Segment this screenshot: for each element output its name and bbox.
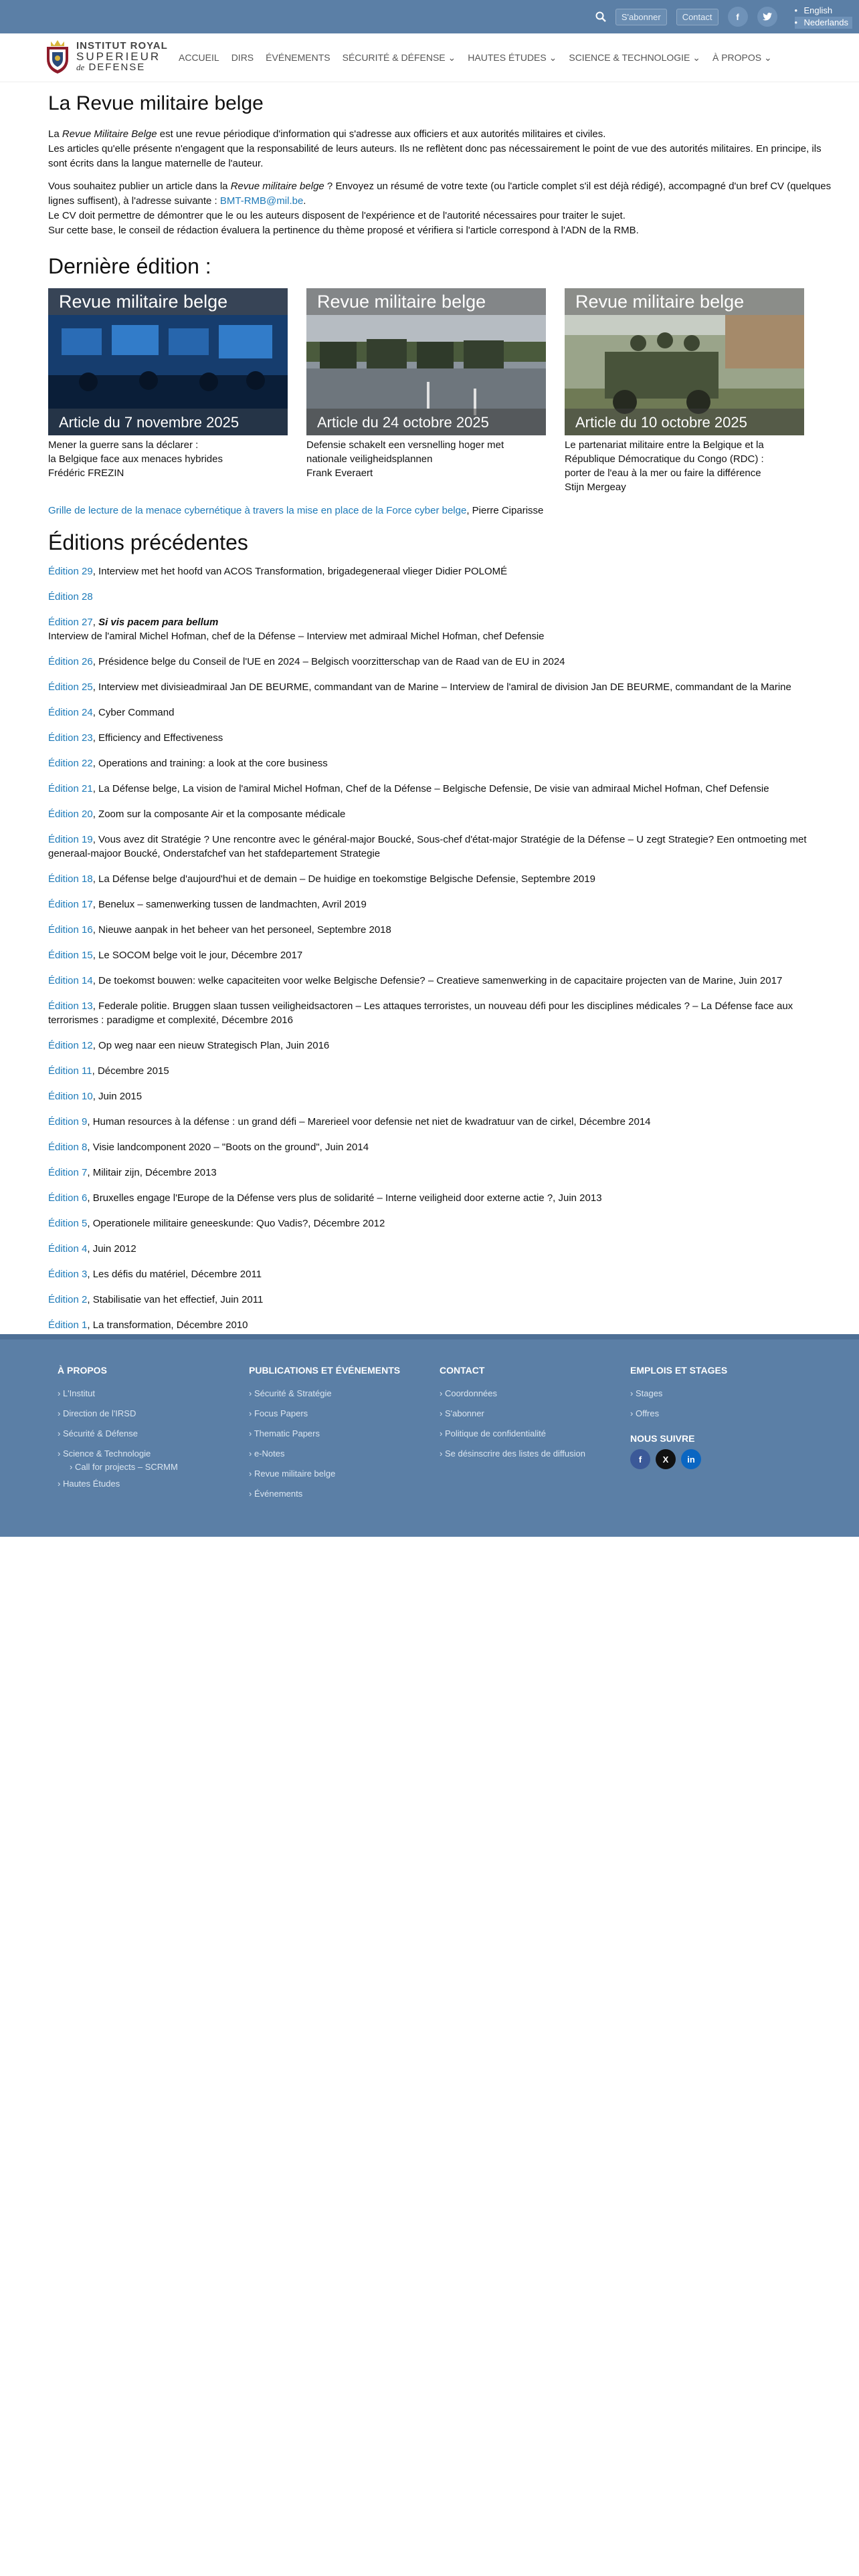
article-caption [565,438,804,494]
caption-line: Defensie schakelt een versnelling hoger met [306,439,504,451]
edition-item [48,807,838,821]
footer-link[interactable]: › Politique de confidentialité [440,1424,585,1444]
edition-link[interactable]: Édition 15 [48,950,93,961]
edition-item [48,1115,838,1129]
edition-item [48,731,838,745]
edition-description: , Cyber Command [92,707,175,718]
edition-subtitle: Interview de l'amiral Michel Hofman, chef de la Défense – Interview met admiraal Michel Hofman, chef Defensie [48,631,545,642]
intro3-em: Revue militaire belge [230,181,324,192]
edition-description: , La transformation, Décembre 2010 [87,1319,248,1331]
nav-hautes-etudes[interactable]: HAUTES ÉTUDES ⌄ [468,52,557,63]
edition-link[interactable]: Édition 13 [48,1000,93,1012]
edition-item [48,680,838,694]
nav-securite-defense[interactable]: SÉCURITÉ & DÉFENSE ⌄ [342,52,456,63]
edition-item [48,655,838,669]
footer-col-contact [440,1365,585,1464]
intro-paragraph-3 [48,179,838,209]
edition-link[interactable]: Édition 17 [48,899,93,910]
article-caption [306,438,546,480]
edition-description: , [92,617,99,628]
footer-link[interactable]: › Hautes Études [58,1474,178,1494]
intro1-pre: La [48,128,62,140]
edition-description: , La Défense belge, La vision de l'amiral Michel Hofman, Chef de la Défense – Belgische Defensie, De visie van admiraal Michel Hofman, Chef Defensie [92,783,769,794]
site-logo[interactable] [43,39,168,75]
article-image[interactable] [48,288,288,435]
article-caption [48,438,288,480]
caption-line: République Démocratique du Congo (RDC) : [565,453,764,465]
caption-line: nationale veiligheidsplannen [306,453,433,465]
edition-item [48,1267,838,1281]
logo-line1: INSTITUT ROYAL [76,40,168,51]
edition-item [48,1318,838,1332]
caption-author: Stijn Mergeay [565,481,626,493]
edition-description: , Juin 2012 [87,1243,136,1255]
latest-edition-heading: Dernière édition : [48,254,211,278]
nav-science-technologie[interactable]: SCIENCE & TECHNOLOGIE ⌄ [569,52,700,63]
facebook-icon[interactable]: f [630,1449,650,1469]
edition-link[interactable]: Édition 12 [48,1040,93,1051]
edition-link[interactable]: Édition 1 [48,1319,88,1331]
footer-link[interactable]: › Événements [249,1484,400,1504]
edition-description: , Militair zijn, Décembre 2013 [87,1167,217,1178]
nav-accueil[interactable]: ACCUEIL [179,52,219,63]
footer-col-publications [249,1365,400,1504]
footer-heading-publications: PUBLICATIONS ET ÉVÉNEMENTS [249,1365,401,1376]
contact-link[interactable]: Contact [676,9,719,25]
x-icon[interactable]: X [656,1449,676,1469]
facebook-icon[interactable]: f [728,7,748,27]
subscribe-link[interactable]: S'abonner [615,9,667,25]
article-image[interactable] [565,288,804,435]
footer-link[interactable]: › Sécurité & Stratégie [249,1384,400,1404]
card-date: Article du 10 octobre 2025 [565,409,804,435]
edition-item [48,974,838,988]
edition-link[interactable]: Édition 3 [48,1269,88,1280]
logo-line2: SUPERIEUR [76,50,161,63]
edition-item [48,564,838,578]
edition-item [48,590,838,604]
card-date: Article du 7 novembre 2025 [48,409,288,435]
intro-paragraph-5: Sur cette base, le conseil de rédaction évaluera la pertinence du thème proposé et vérifiera si l'article correspond à l'ADN de la RMB. [48,225,639,236]
footer-follow-heading: NOUS SUIVRE [630,1433,695,1444]
edition-item [48,872,838,886]
footer-link[interactable]: › Direction de l'IRSD [58,1404,178,1424]
footer-heading-about: À PROPOS [58,1365,107,1376]
edition-item [48,833,838,861]
footer-link[interactable]: › Sécurité & Défense [58,1424,178,1444]
caption-line: la Belgique face aux menaces hybrides [48,453,223,465]
language-switcher [795,5,853,29]
article-card[interactable] [565,288,804,494]
page-title: La Revue militaire belge [48,92,264,114]
intro3-pre: Vous souhaitez publier un article dans la [48,181,231,192]
footer-heading-contact: CONTACT [440,1365,485,1376]
email-link[interactable]: BMT-RMB@mil.be [219,195,304,207]
edition-description: , Le SOCOM belge voit le jour, Décembre 2017 [92,950,303,961]
edition-link[interactable]: Édition 6 [48,1192,88,1204]
edition-link[interactable]: Édition 27 [48,617,93,628]
edition-item [48,1293,838,1307]
edition-link[interactable]: Édition 26 [48,656,93,667]
editions-list [48,564,838,1332]
edition-item [48,1242,838,1256]
logo-line3b: DEFENSE [88,62,146,73]
edition-description: , Nieuwe aanpak in het beheer van het personeel, Septembre 2018 [92,924,391,936]
edition-item [48,1064,838,1078]
edition-description: , Visie landcomponent 2020 – "Boots on the ground", Juin 2014 [87,1142,369,1153]
edition-description: , Interview met het hoofd van ACOS Transformation, brigadegeneraal vlieger Didier POLOMÉ [92,566,508,577]
edition-link[interactable]: Édition 24 [48,707,93,718]
top-bar [0,0,859,33]
intro3-post: ? Envoyez un résumé de votre texte (ou l'article complet s'il est déjà rédigé), accompagné d'un bref CV (quelques lignes suffisent), à l'adresse suivante : [48,181,832,207]
intro1-post: est une revue périodique d'information qui s'adresse aux officiers et aux autorités militaires et civiles. [157,128,606,140]
edition-link[interactable]: Édition 10 [48,1091,93,1102]
article-card[interactable] [306,288,546,494]
edition-link[interactable]: Édition 16 [48,924,93,936]
edition-item [48,756,838,770]
footer-link[interactable]: › Revue militaire belge [249,1464,400,1484]
latest-edition-cards [48,288,838,494]
edition-description: , Interview met divisieadmiraal Jan DE BEURME, commandant van de Marine – Interview de l'amiral de division Jan DE BEURME, commandant de la Marine [92,681,791,693]
intro3-end: . [303,195,306,207]
twitter-icon[interactable] [757,7,777,27]
edition-description: , Vous avez dit Stratégie ? Une rencontre avec le général-major Boucké, Sous-chef d'état-major Stratégie de la Défense – U zegt Strategie? Een ontmoeting met generaal-majoor Boucké, Onderstafchef van het stafdepartement Strategie [48,834,807,859]
edition-link[interactable]: Édition 5 [48,1218,88,1229]
caption-author: Frank Everaert [306,467,373,479]
edition-link[interactable]: Édition 7 [48,1167,88,1178]
edition-description: , Présidence belge du Conseil de l'UE en 2024 – Belgisch voorzitterschap van de Raad van de EU in 2024 [92,656,565,667]
footer-link[interactable]: › L'Institut [58,1384,178,1404]
footer-link[interactable]: › Stages [630,1384,727,1404]
edition-link[interactable]: Édition 14 [48,975,93,986]
intro-text [48,127,838,238]
search-icon[interactable] [595,11,606,22]
main-navigation [0,33,859,82]
logo-text [76,41,168,73]
previous-editions-heading: Éditions précédentes [48,530,248,554]
edition-link[interactable]: Édition 2 [48,1294,88,1305]
edition-item [48,1140,838,1154]
edition-link[interactable]: Édition 28 [48,591,93,603]
footer-col-about [58,1365,178,1494]
edition-link[interactable]: Édition 11 [48,1065,92,1077]
edition-item [48,1089,838,1103]
caption-author: Frédéric FREZIN [48,467,124,479]
edition-description: , De toekomst bouwen: welke capaciteiten voor welke Belgische Defensie? – Creatieve samenwerking in de capacitaire projecten van de Marine, Juin 2017 [92,975,783,986]
footer-link[interactable]: › Coordonnées [440,1384,585,1404]
nav-a-propos[interactable]: À PROPOS ⌄ [712,52,772,63]
intro-paragraph-2: Les articles qu'elle présente n'engagent que la responsabilité de leurs auteurs. Ils ne reflètent donc pas nécessairement le point de vue des autorités militaires. En principe, ils sont écrits dans la langue maternelle de l'auteur. [48,143,822,169]
footer-link[interactable]: › Se désinscrire des listes de diffusion [440,1444,585,1464]
card-brand: Revue militaire belge [565,288,804,315]
caption-line: Le partenariat militaire entre la Belgique et la [565,439,764,451]
edition-description: , Op weg naar een nieuw Strategisch Plan, Juin 2016 [92,1040,330,1051]
logo-line3a: de [76,62,85,72]
footer-sublink[interactable]: › Call for projects – SCRMM [58,1461,178,1474]
edition-description: , Juin 2015 [92,1091,142,1102]
edition-link[interactable]: Édition 9 [48,1116,88,1128]
card-brand: Revue militaire belge [306,288,546,315]
edition-link[interactable]: Édition 18 [48,873,93,885]
lang-english[interactable]: • English [795,5,853,17]
cyber-grid-author: , Pierre Ciparisse [466,505,544,516]
edition-description: , Operationele militaire geneeskunde: Quo Vadis?, Décembre 2012 [87,1218,385,1229]
edition-description: , La Défense belge d'aujourd'hui et de demain – De huidige en toekomstige Belgische Defensie, Septembre 2019 [92,873,595,885]
cyber-grid-link[interactable]: Grille de lecture de la menace cybernétique à travers la mise en place de la Force cyber belge [48,505,467,516]
footer-link[interactable]: › Thematic Papers [249,1424,400,1444]
edition-description: , Human resources à la défense : un grand défi – Marerieel voor defensie net niet de kwadratuur van de cirkel, Décembre 2014 [87,1116,651,1128]
logo-line3 [76,62,168,73]
edition-item [48,782,838,796]
footer-link[interactable]: › S'abonner [440,1404,585,1424]
article-image[interactable] [306,288,546,435]
edition-link[interactable]: Édition 21 [48,783,93,794]
edition-item [48,948,838,962]
edition-link[interactable]: Édition 25 [48,681,93,693]
footer-link[interactable]: › e-Notes [249,1444,400,1464]
footer-heading-jobs: EMPLOIS ET STAGES [630,1365,728,1376]
edition-description: , Operations and training: a look at the core business [92,758,328,769]
edition-description: , Zoom sur la composante Air et la composante médicale [92,809,346,820]
article-card[interactable] [48,288,288,494]
intro-paragraph-1 [48,127,838,142]
footer-col-jobs [630,1365,727,1469]
footer [0,1334,859,1537]
main-content [48,92,838,1344]
intro-paragraph-4: Le CV doit permettre de démontrer que le ou les auteurs disposent de l'expérience et de l'autorité nécessaires pour traiter le sujet. [48,210,626,221]
edition-link[interactable]: Édition 23 [48,732,93,744]
edition-item [48,1216,838,1230]
edition-item [48,923,838,937]
nav-dirs[interactable]: DIRS [231,52,254,63]
caption-line: Mener la guerre sans la déclarer : [48,439,199,451]
edition-link[interactable]: Édition 8 [48,1142,88,1153]
edition-description: , Efficiency and Effectiveness [92,732,223,744]
edition-title-emphasis: Si vis pacem para bellum [98,617,219,628]
caption-line: porter de l'eau à la mer ou faire la différence [565,467,761,479]
edition-description: , Stabilisatie van het effectief, Juin 2011 [87,1294,264,1305]
edition-description: , Les défis du matériel, Décembre 2011 [87,1269,262,1280]
footer-link[interactable]: › Science & Technologie [58,1447,178,1461]
footer-social [630,1449,727,1469]
edition-description: , Bruxelles engage l'Europe de la Défense vers plus de solidarité – Interne veiligheid door externe actie ?, Juin 2013 [87,1192,602,1204]
menu-bar [173,48,778,68]
footer-link[interactable]: › Focus Papers [249,1404,400,1424]
edition-description: , Federale politie. Bruggen slaan tussen veiligheidsactoren – Les attaques terroristes, un nouveau défi pour les disciplines médicales ? – La Défense face aux terrorismes : paradigme et complexité, Décembre 2016 [48,1000,793,1026]
edition-item [48,615,838,643]
linkedin-icon[interactable]: in [681,1449,701,1469]
edition-item [48,1039,838,1053]
edition-item [48,1166,838,1180]
top-bar-actions [595,0,852,33]
edition-item [48,1191,838,1205]
edition-link[interactable]: Édition 22 [48,758,93,769]
edition-item [48,706,838,720]
footer-link[interactable]: › Offres [630,1404,727,1424]
lang-nederlands[interactable]: • Nederlands [795,17,853,29]
edition-link[interactable]: Édition 19 [48,834,93,845]
edition-link[interactable]: Édition 4 [48,1243,88,1255]
edition-description: , Décembre 2015 [92,1065,169,1077]
edition-item [48,897,838,911]
edition-description: , Benelux – samenwerking tussen de landmachten, Avril 2019 [92,899,367,910]
card-brand: Revue militaire belge [48,288,288,315]
edition-link[interactable]: Édition 20 [48,809,93,820]
card-date: Article du 24 octobre 2025 [306,409,546,435]
cyber-grid-line [48,504,838,518]
intro1-em: Revue Militaire Belge [62,128,157,140]
nav-evenements[interactable]: ÉVÉNEMENTS [266,52,330,63]
edition-link[interactable]: Édition 29 [48,566,93,577]
crest-icon [43,39,72,75]
edition-item [48,999,838,1027]
